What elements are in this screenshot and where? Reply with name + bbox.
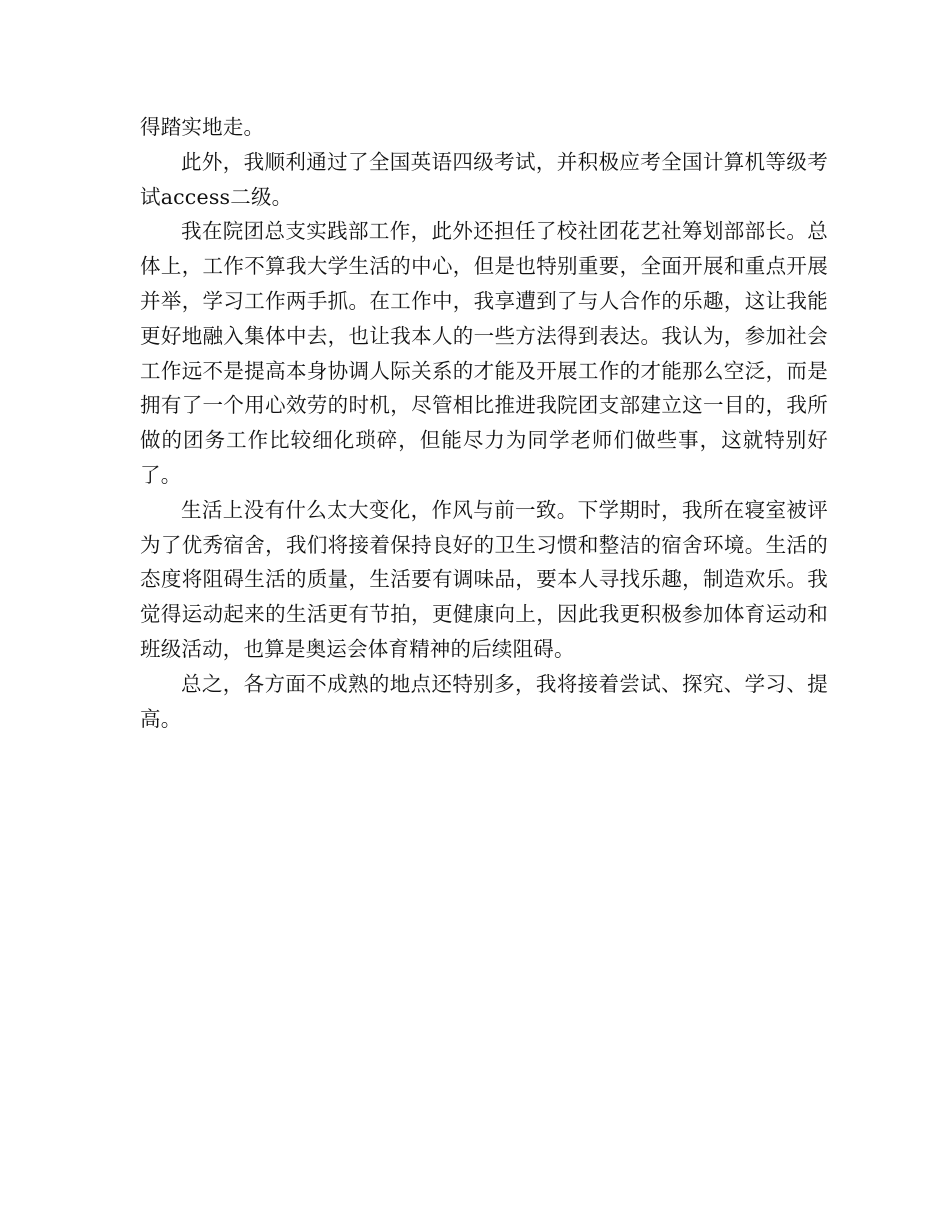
paragraph-summary: 总之，各方面不成熟的地点还特别多，我将接着尝试、探究、学习、提高。	[140, 671, 828, 731]
paragraph-continuation: 得踏实地走。	[140, 115, 265, 139]
paragraph-exams: 此外，我顺利通过了全国英语四级考试，并积极应考全国计算机等级考试access二级。	[140, 149, 828, 209]
paragraph-life: 生活上没有什么太大变化，作风与前一致。下学期时，我所在寝室被评为了优秀宿舍，我们将接着保持良好的卫生习惯和整洁的宿舍环境。生活的态度将阻碍生活的质量，生活要有调味品，要本人寻找乐趣，制造欢乐。我觉得运动起来的生活更有节拍，更健康向上，因此我更积极参加体育运动和班级活动，也算是奥运会体育精神的后续阻碍。	[140, 497, 828, 661]
paragraph-work: 我在院团总支实践部工作，此外还担任了校社团花艺社筹划部部长。总体上，工作不算我大学生活的中心，但是也特别重要，全面开展和重点开展并举，学习工作两手抓。在工作中，我享遭到了与人合作的乐趣，这让我能更好地融入集体中去，也让我本人的一些方法得到表达。我认为，参加社会工作远不是提高本身协调人际关系的才能及开展工作的才能那么空泛，而是拥有了一个用心效劳的时机，尽管相比推进我院团支部建立这一目的，我所做的团务工作比较细化琐碎，但能尽力为同学老师们做些事，这就特别好了。	[140, 219, 828, 487]
document-page	[140, 110, 828, 736]
